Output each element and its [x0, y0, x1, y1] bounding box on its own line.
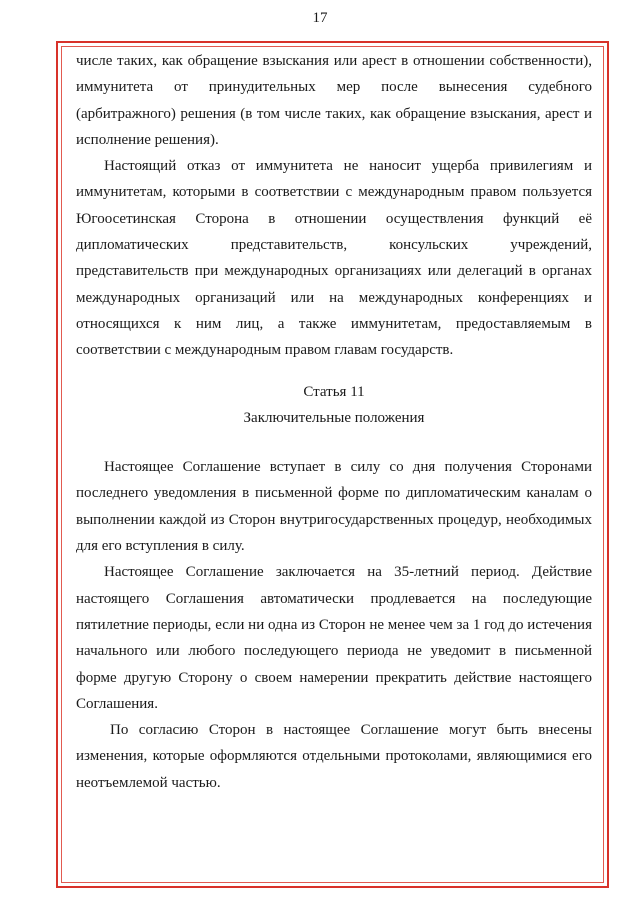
paragraph-immunity-continuation: числе таких, как обращение взыскания или арест в отношении собственности), иммунитета от принудительных мер после вынесения судебного (арбитражного) решения (в том числе таких, как обращение взыскания, арест и исполнение решения). — [76, 53, 592, 148]
paragraph-entry-into-force: Настоящее Соглашение вступает в силу со дня получения Сторонами последнего уведомления в письменной форме по дипломатическим каналам о выполнении каждой из Сторон внутригосударственных процедур, необходимых для его вступления в силу. — [76, 459, 592, 555]
article-title: Заключительные положения — [243, 409, 425, 426]
paragraph-waiver-of-immunity: Настоящий отказ от иммунитета не наносит ущерба привилегиям и иммунитетам, которыми в соответствии с международным правом пользуется Югоосетинская Сторона в отношении осуществления функций её дипломатических представительств, консульских учреждений, представительств при международных организациях или делегаций в органах международных организаций или на международных конференциях и относящихся к ним лиц, а также иммунитетам, предоставляемым в соответствии с международным правом главам государств. — [76, 158, 592, 359]
paragraph-duration: Настоящее Соглашение заключается на 35-летний период. Действие настоящего Соглашения автоматически продлевается на последующие пятилетние периоды, если ни одна из Сторон не менее чем за 1 год до истечения начального или любого последующего периода не уведомит в письменной форме другую Сторону о своем намерении прекратить действие настоящего Соглашения. — [76, 564, 592, 712]
paragraph-amendments: По согласию Сторон в настоящее Соглашение могут быть внесены изменения, которые оформляются отдельными протоколами, являющимися его неотъемлемой частью. — [76, 722, 592, 791]
document-body — [76, 48, 592, 796]
article-number: Статья 11 — [303, 383, 365, 400]
page-number: 17 — [312, 10, 328, 26]
